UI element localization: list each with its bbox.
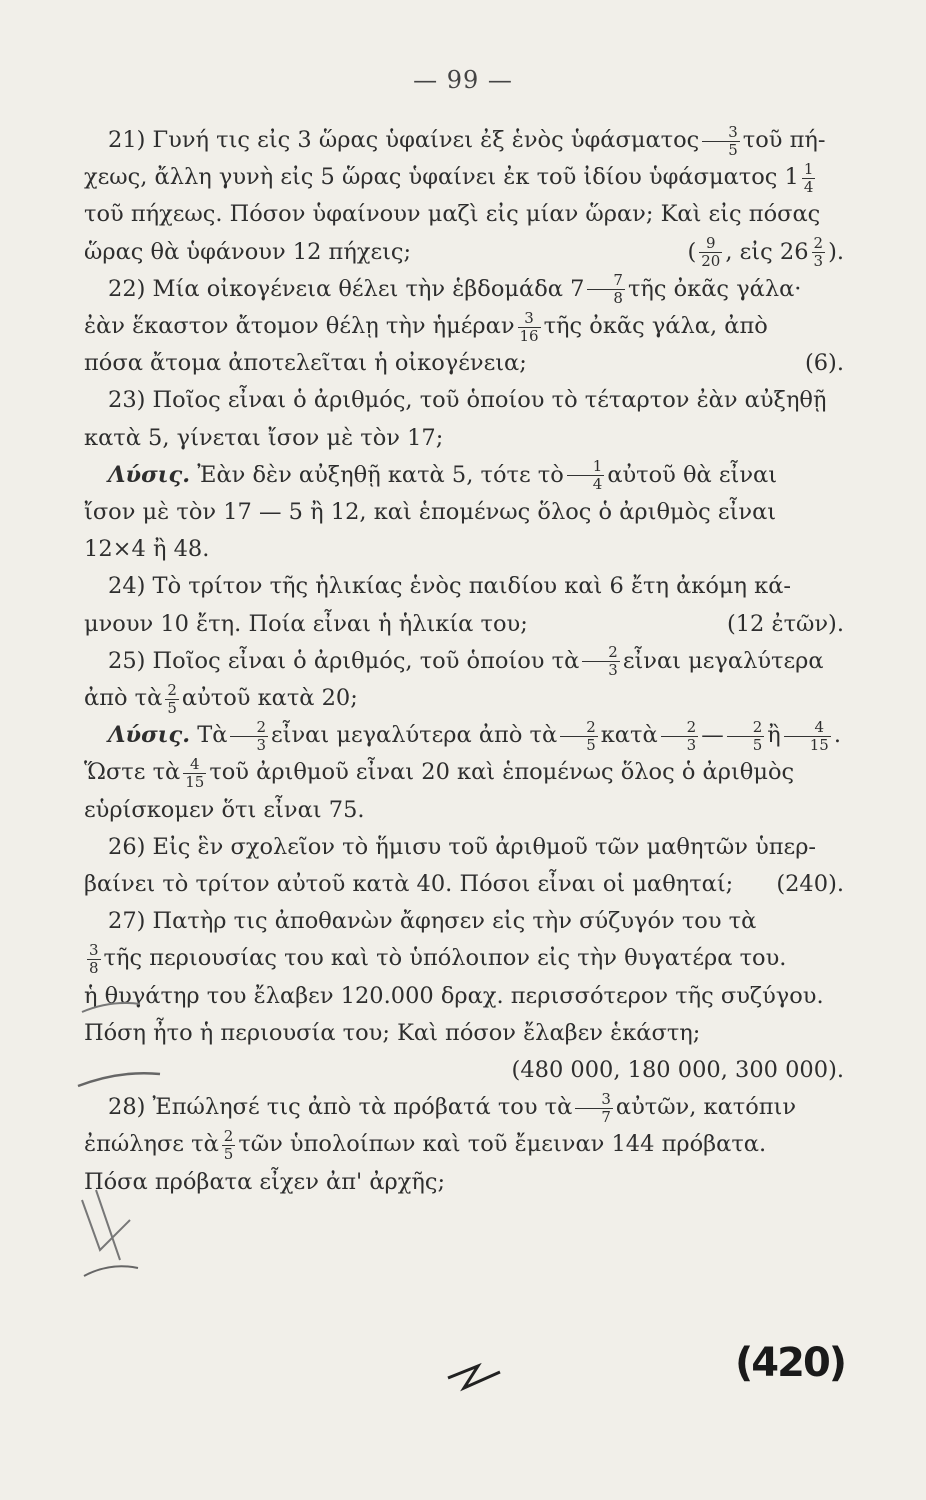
problem-25-solution-2: Ὥστε τὰ $\frac{4}{15}$ τοῦ ἀριθμοῦ εἶναι 20 καὶ ἑπομένως ὅλος ὁ ἀριθμὸς (84, 754, 795, 791)
solution-label: Λύσις. (108, 461, 191, 488)
answer-21: ( $\frac{9}{20}$ , εἰς 26 $\frac{2}{3}$ ). (687, 234, 844, 271)
problem-27-line-2: $\frac{3}{8}$ τῆς περιουσίας του καὶ τὸ ὑπόλοιπον εἰς τὴν θυγατέρα του. (89, 940, 787, 977)
fraction: $\frac{2}{5}$ (223, 1126, 234, 1163)
handwritten-answer: (420) (735, 1340, 846, 1386)
answer-22: (6). (804, 350, 844, 377)
problem-25-solution-3: εὑρίσκομεν ὅτι εἶναι 75. (84, 796, 365, 823)
problem-28-line-2: ἐπώλησε τὰ $\frac{2}{5}$ τῶν ὑπολοίπων καὶ τοῦ ἔμειναν 144 πρόβατα. (84, 1126, 767, 1163)
answer-26: (240). (776, 871, 844, 898)
problem-23-solution-3: 12×4 ἢ 48. (84, 536, 210, 563)
problem-27-line-1: 27) Πατὴρ τις ἀποθανὼν ἄφησεν εἰς τὴν σύζυγόν του τὰ (108, 908, 757, 935)
fraction: $\frac{7}{8}$ (587, 272, 625, 307)
problem-26-line-2: βαίνει τὸ τρίτον αὐτοῦ κατὰ 40. Πόσοι εἶναι οἱ μαθηταί; (240). (84, 866, 844, 903)
fraction: $\frac{2}{3}$ (582, 644, 620, 679)
problem-21-line-1: 21) Γυνή τις εἰς 3 ὥρας ὑφαίνει ἐξ ἑνὸς ὑφάσματος $\frac{3}{5}$ τοῦ πή- (108, 122, 826, 159)
problem-28-line-1: 28) Ἐπώλησέ τις ἀπὸ τὰ πρόβατά του τὰ $\frac{3}{7}$ αὐτῶν, κατόπιν (108, 1089, 797, 1126)
fraction: $\frac{3}{8}$ (89, 940, 99, 977)
problem-26-line-1: 26) Εἰς ἓν σχολεῖον τὸ ἥμισυ τοῦ ἀριθμοῦ τῶν μαθητῶν ὑπερ- (108, 833, 817, 860)
problem-24-line-2: μνουν 10 ἔτη. Ποία εἶναι ἡ ἡλικία του; (12 ἐτῶν). (84, 606, 844, 643)
problem-25-solution-1: Λύσις. Τὰ $\frac{2}{3}$ εἶναι μεγαλύτερα ἀπὸ τὰ $\frac{2}{5}$ κατὰ $\frac{2}{3}$ — $\frac{2}{5}$ ἢ $\frac{4}{15}$ . (108, 717, 841, 754)
problem-24-line-1: 24) Τὸ τρίτον τῆς ἡλικίας ἑνὸς παιδίου καὶ 6 ἔτη ἀκόμη κά- (108, 573, 792, 600)
fraction: $\frac{3}{7}$ (575, 1091, 613, 1126)
problem-27-line-4: Πόση ἦτο ἡ περιουσία του; Καὶ πόσον ἔλαβεν ἑκάστη; (84, 1019, 701, 1046)
page-body (84, 122, 844, 1201)
problem-23-solution-2: ἴσον μὲ τὸν 17 — 5 ἢ 12, καὶ ἑπομένως ὅλος ὁ ἀριθμὸς εἶναι (84, 499, 777, 526)
problem-22-line-3: πόσα ἄτομα ἀποτελεῖται ἡ οἰκογένεια; (6). (84, 345, 844, 382)
problem-23-line-2: κατὰ 5, γίνεται ἴσον μὲ τὸν 17; (84, 424, 444, 451)
answer-27: (480 000, 180 000, 300 000). (511, 1057, 844, 1084)
problem-25-line-1: 25) Ποῖος εἶναι ὁ ἀριθμός, τοῦ ὁποίου τὰ $\frac{2}{3}$ εἶναι μεγαλύτερα (108, 643, 824, 680)
problem-28-line-3: Πόσα πρόβατα εἶχεν ἀπ' ἀρχῆς; (84, 1168, 446, 1195)
problem-23-solution-1: Λύσις. Ἐὰν δὲν αὐξηθῇ κατὰ 5, τότε τὸ $\frac{1}{4}$ αὐτοῦ θὰ εἶναι (108, 457, 778, 494)
problem-21-line-4: ὥρας θὰ ὑφάνουν 12 πήχεις; ( $\frac{9}{20}$ , εἰς 26 $\frac{2}{3}$ ). (84, 234, 844, 271)
page-number: — 99 — (413, 66, 513, 94)
fraction: $\frac{1}{4}$ (567, 458, 605, 493)
fraction: $\frac{2}{5}$ (167, 680, 177, 717)
fraction: $\frac{3}{16}$ (519, 308, 539, 345)
problem-23-line-1: 23) Ποῖος εἶναι ὁ ἀριθμός, τοῦ ὁποίου τὸ τέταρτον ἐὰν αὐξηθῇ (108, 387, 827, 414)
pencil-stroke-28 (84, 1266, 138, 1276)
pencil-scribble (448, 1366, 500, 1388)
answer-24: (12 ἐτῶν). (726, 610, 844, 637)
problem-22-line-2: ἐὰν ἕκαστον ἄτομον θέλῃ τὴν ἡμέραν $\frac{3}{16}$ τῆς ὀκᾶς γάλα, ἀπὸ (84, 308, 768, 345)
fraction: $\frac{3}{5}$ (702, 124, 740, 159)
problem-21-line-2: χεως, ἄλλη γυνὴ εἰς 5 ὥρας ὑφαίνει ἐκ τοῦ ἰδίου ὑφάσματος 1 $\frac{1}{4}$ (84, 159, 814, 196)
problem-27-line-3: ἡ θυγάτηρ του ἔλαβεν 120.000 δραχ. περισσότερον τῆς συζύγου. (84, 982, 824, 1009)
fraction: $\frac{1}{4}$ (803, 159, 814, 196)
problem-25-line-2: ἀπὸ τὰ $\frac{2}{5}$ αὐτοῦ κατὰ 20; (84, 680, 358, 717)
solution-label: Λύσις. (108, 722, 191, 749)
problem-22-line-1: 22) Μία οἰκογένεια θέλει τὴν ἑβδομάδα 7 $\frac{7}{8}$ τῆς ὀκᾶς γάλα· (108, 271, 802, 308)
problem-21-line-3: τοῦ πήχεως. Πόσον ὑφαίνουν μαζὶ εἰς μίαν ὥραν; Καὶ εἰς πόσας (84, 201, 821, 228)
